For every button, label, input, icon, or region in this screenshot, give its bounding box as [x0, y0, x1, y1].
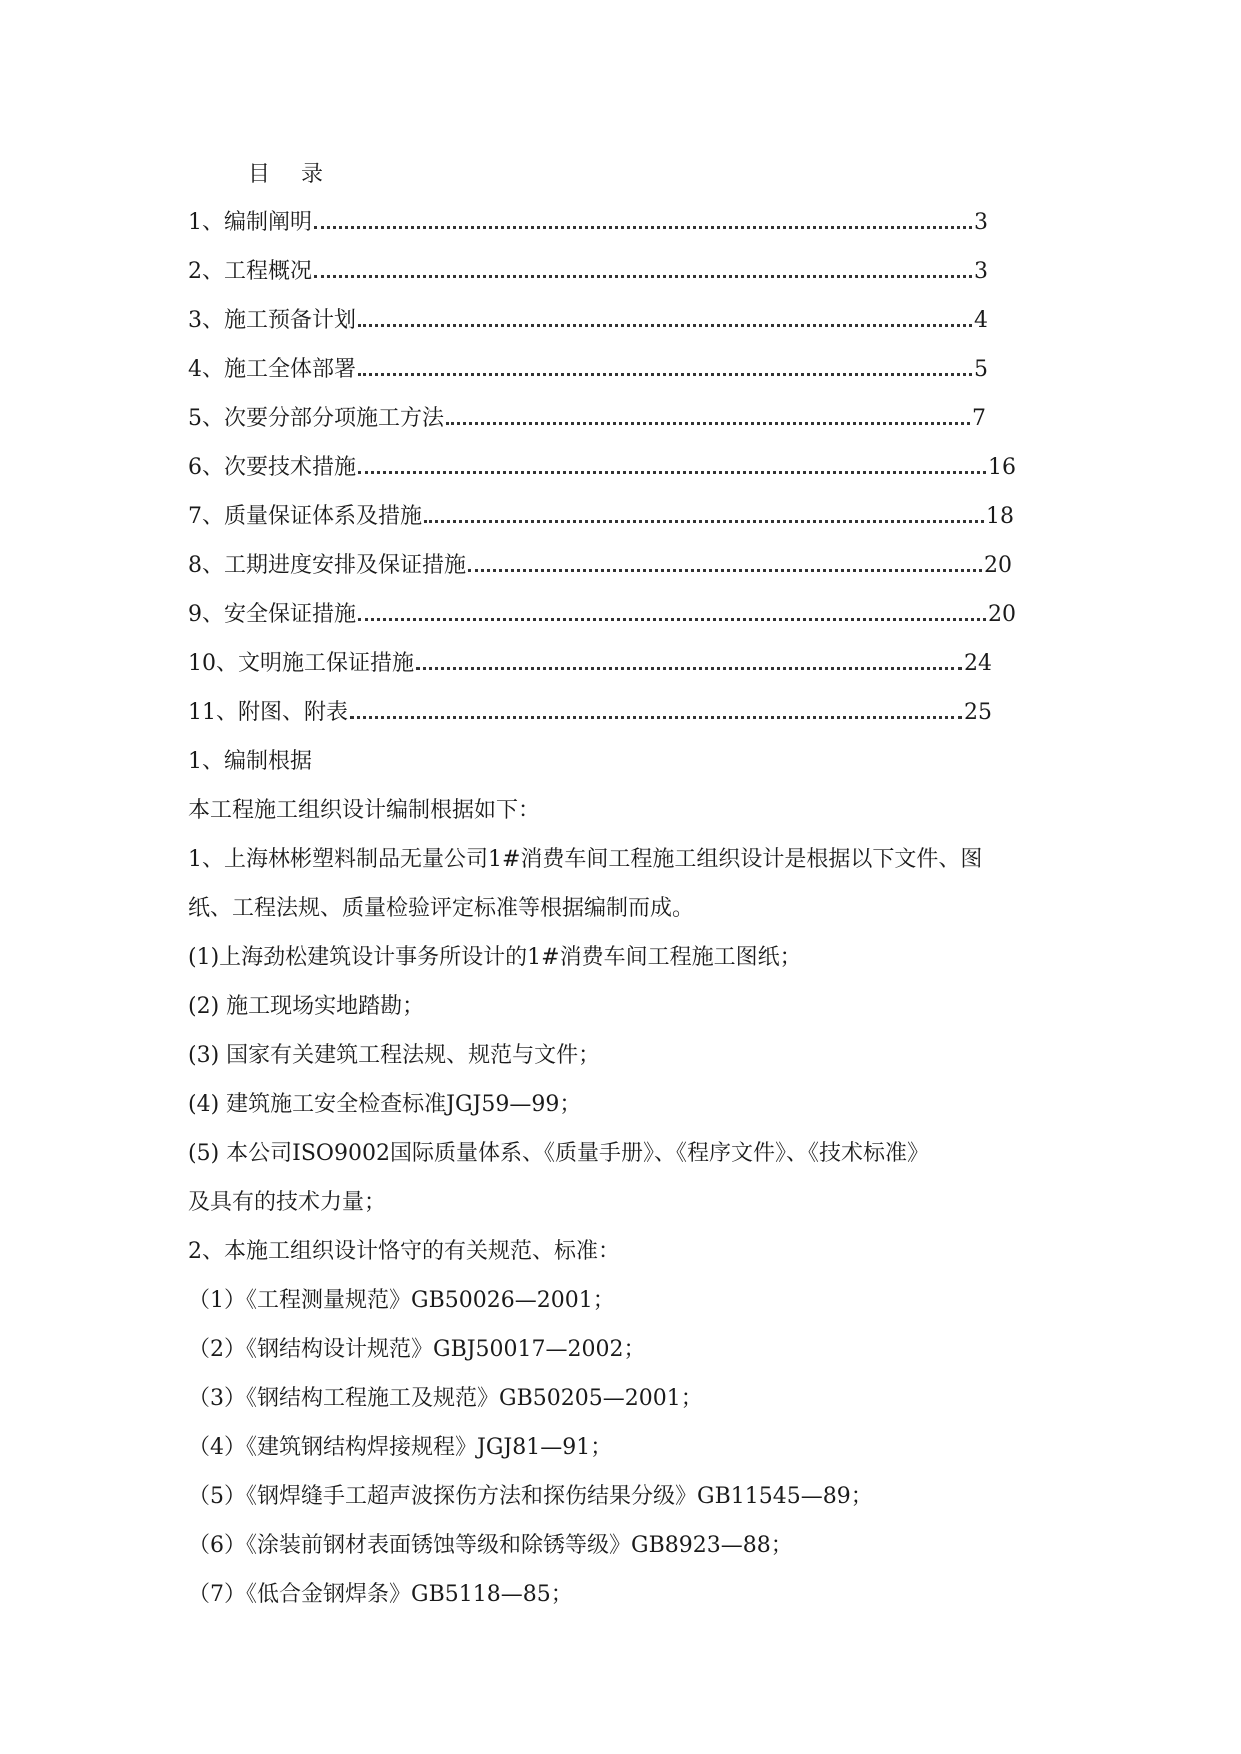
toc-title: 目 录 — [248, 162, 335, 187]
paragraph-line: 纸、工程法规、质量检验评定标准等根据编制而成。 — [188, 896, 695, 921]
standard-item: （4）《建筑钢结构焊接规程》JGJ81—91； — [188, 1435, 613, 1460]
standard-item: （7）《低合金钢焊条》GB5118—85； — [188, 1582, 573, 1607]
toc-entry-page: 20 — [984, 553, 1012, 578]
list-item: (1)上海劲松建筑设计事务所设计的1#消费车间工程施工图纸； — [188, 945, 802, 970]
toc-entry-page: 4 — [974, 308, 988, 333]
list-item-continuation: 及具有的技术力量； — [188, 1190, 387, 1215]
toc-dot-leader — [468, 569, 982, 572]
toc-entry — [188, 404, 986, 434]
toc-entry-label: 2、工程概况 — [188, 259, 312, 284]
list-item: (2) 施工现场实地踏勘； — [188, 994, 425, 1019]
toc-entry — [188, 600, 1016, 630]
toc-entry-label: 1、编制阐明 — [188, 210, 312, 235]
toc-entry-page: 25 — [964, 700, 992, 725]
toc-entry-label: 6、次要技术措施 — [188, 455, 356, 480]
toc-dot-leader — [358, 618, 986, 621]
toc-entry-label: 5、次要分部分项施工方法 — [188, 406, 444, 431]
toc-entry-page: 18 — [986, 504, 1014, 529]
toc-entry-label: 8、工期进度安排及保证措施 — [188, 553, 466, 578]
toc-entry-page: 5 — [974, 357, 988, 382]
standard-item: （3）《钢结构工程施工及规范》GB50205—2001； — [188, 1386, 703, 1411]
toc-entry — [188, 257, 988, 287]
toc-entry-page: 20 — [988, 602, 1016, 627]
toc-entry-label: 4、施工全体部署 — [188, 357, 356, 382]
toc-dot-leader — [446, 422, 970, 425]
standard-item: （5）《钢焊缝手工超声波探伤方法和探伤结果分级》GB11545—89； — [188, 1484, 873, 1509]
toc-dot-leader — [358, 471, 986, 474]
toc-entry-label: 7、质量保证体系及措施 — [188, 504, 422, 529]
toc-entry-label: 11、附图、附表 — [188, 700, 348, 725]
toc-entry — [188, 306, 988, 336]
toc-dot-leader — [358, 324, 972, 327]
list-item: (4) 建筑施工安全检查标准JGJ59—99； — [188, 1092, 582, 1117]
toc-entry — [188, 453, 1016, 483]
standard-item: （1）《工程测量规范》GB50026—2001； — [188, 1288, 615, 1313]
list-item: (3) 国家有关建筑工程法规、规范与文件； — [188, 1043, 601, 1068]
toc-entry — [188, 649, 992, 679]
toc-entry-page: 7 — [972, 406, 986, 431]
toc-dot-leader — [416, 667, 962, 670]
toc-entry-page: 3 — [974, 259, 988, 284]
toc-entry-page: 16 — [988, 455, 1016, 480]
toc-entry — [188, 551, 1012, 581]
toc-entry — [188, 698, 992, 728]
toc-dot-leader — [314, 275, 972, 278]
toc-entry-label: 3、施工预备计划 — [188, 308, 356, 333]
list-item: (5) 本公司ISO9002国际质量体系、《质量手册》、《程序文件》、《技术标准》 — [188, 1141, 929, 1166]
toc-entry-label: 10、文明施工保证措施 — [188, 651, 414, 676]
paragraph-line: 本工程施工组织设计编制根据如下： — [188, 798, 541, 823]
section-heading: 1、编制根据 — [188, 749, 312, 774]
toc-entry-label: 9、安全保证措施 — [188, 602, 356, 627]
toc-dot-leader — [424, 520, 984, 523]
toc-entry — [188, 502, 1014, 532]
toc-entry-page: 24 — [964, 651, 992, 676]
toc-dot-leader — [350, 716, 962, 719]
paragraph-line: 2、本施工组织设计恪守的有关规范、标准： — [188, 1239, 620, 1264]
toc-entry — [188, 355, 988, 385]
toc-entry — [188, 208, 988, 238]
toc-entry-page: 3 — [974, 210, 988, 235]
standard-item: （6）《涂装前钢材表面锈蚀等级和除锈等级》GB8923—88； — [188, 1533, 793, 1558]
standard-item: （2）《钢结构设计规范》GBJ50017—2002； — [188, 1337, 646, 1362]
toc-dot-leader — [314, 226, 972, 229]
toc-dot-leader — [358, 373, 972, 376]
paragraph-line: 1、上海林彬塑料制品无量公司1#消费车间工程施工组织设计是根据以下文件、图 — [188, 847, 983, 872]
